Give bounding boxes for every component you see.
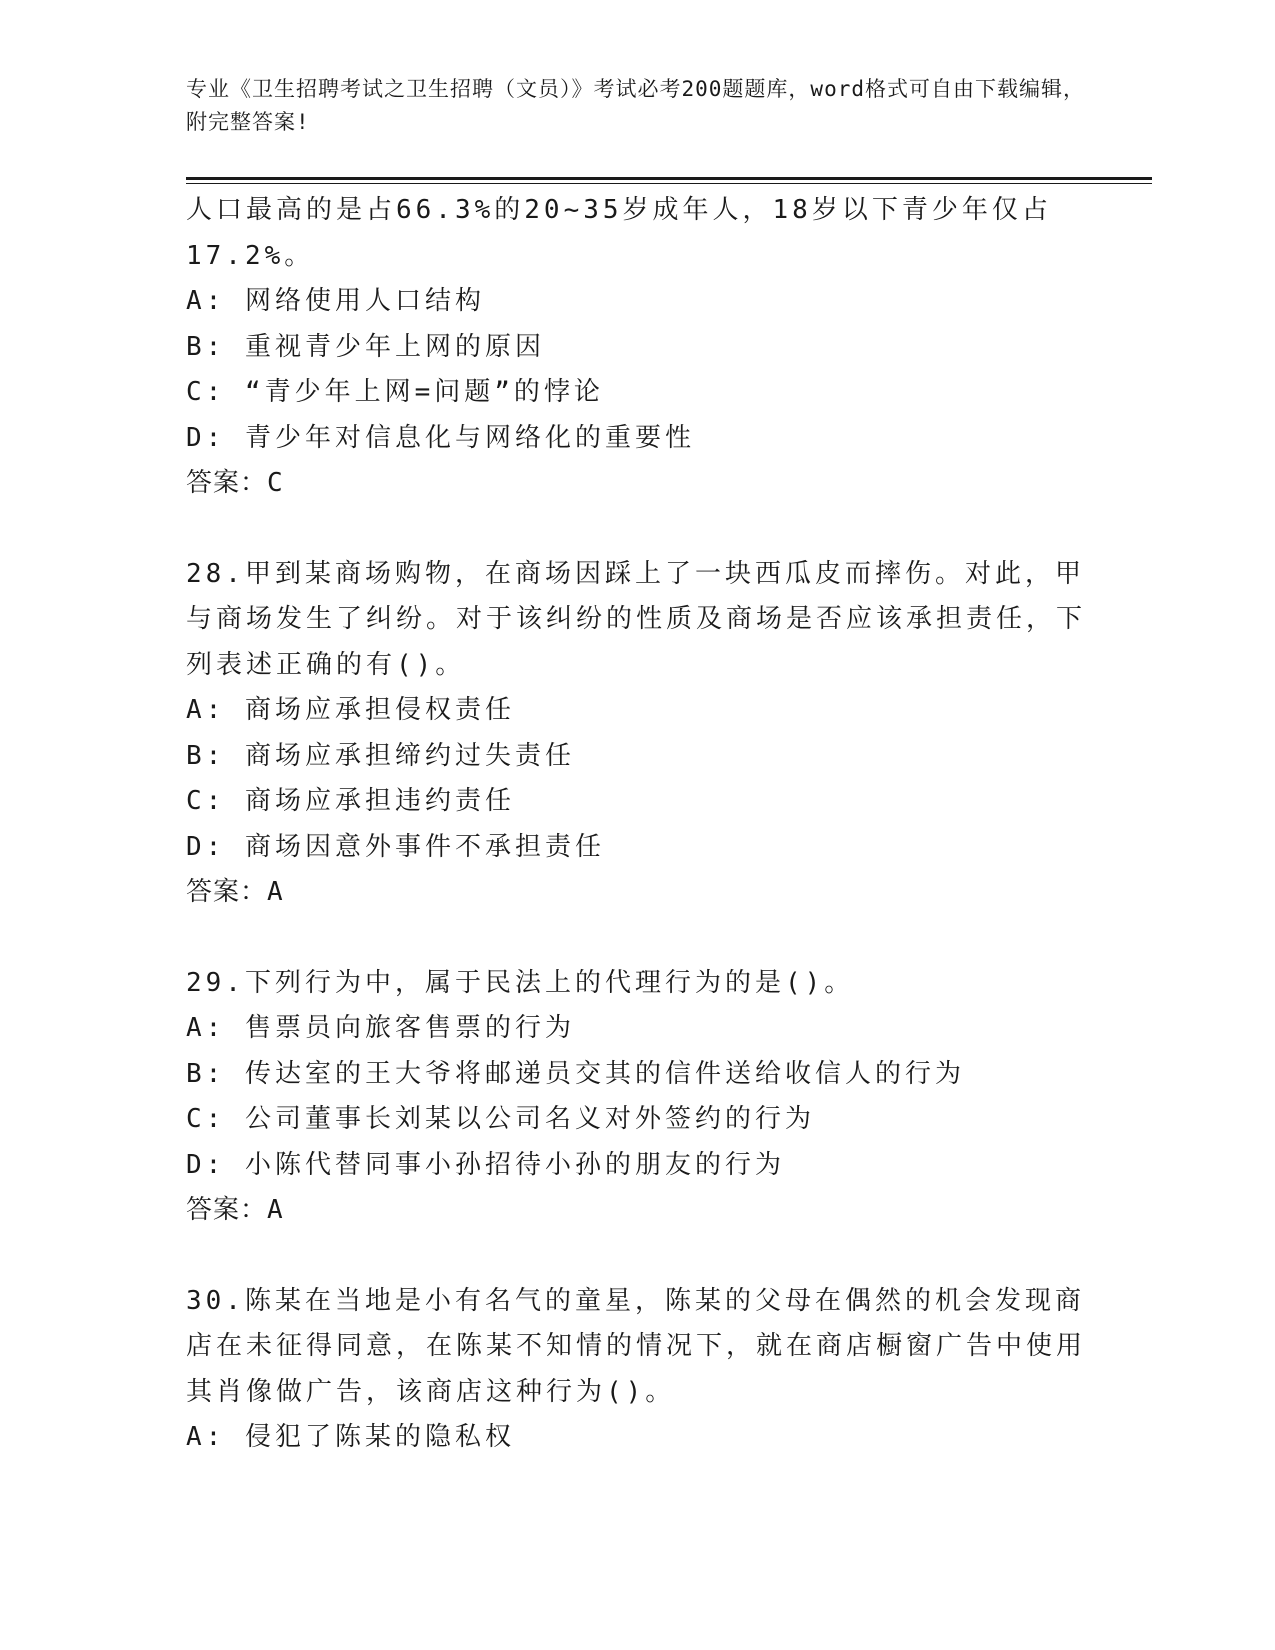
option-d: D: 青少年对信息化与网络化的重要性 [186,422,695,453]
question-29 [186,961,1086,1234]
option-b: B: 传达室的王大爷将邮递员交其的信件送给收信人的行为 [186,1058,965,1089]
question-stem: 30.陈某在当地是小有名气的童星，陈某的父母在偶然的机会发现商店在未征得同意，在陈某不知情的情况下，就在商店橱窗广告中使用其肖像做广告，该商店这种行为()。 [186,1285,1087,1407]
option-a: A: 网络使用人口结构 [186,286,485,316]
question-list [186,188,1086,1461]
header-divider-thin [186,183,1152,184]
question-stem: 人口最高的是占66.3%的20~35岁成年人，18岁以下青少年仅占17.2%。 [186,195,1052,271]
question-28 [186,552,1086,916]
option-b: B: 商场应承担缔约过失责任 [186,740,575,771]
option-a: A: 商场应承担侵权责任 [186,695,515,725]
answer: 答案：A [186,1195,284,1225]
question-stem: 29.下列行为中，属于民法上的代理行为的是()。 [186,967,855,998]
question-30 [186,1279,1086,1461]
question-27 [186,188,1086,507]
answer: 答案：C [186,468,284,498]
answer: 答案：A [186,877,284,907]
option-c: C: 商场应承担违约责任 [186,786,515,816]
option-d: D: 小陈代替同事小孙招待小孙的朋友的行为 [186,1149,785,1180]
question-spacer [186,916,1086,961]
question-stem: 28.甲到某商场购物，在商场因踩上了一块西瓜皮而摔伤。对此，甲与商场发生了纠纷。对于该纠纷的性质及商场是否应该承担责任，下列表述正确的有()。 [186,558,1087,680]
option-c: C: “青少年上网=问题”的悖论 [186,377,604,407]
option-b: B: 重视青少年上网的原因 [186,331,545,362]
option-a: A: 售票员向旅客售票的行为 [186,1013,575,1043]
document-header [186,73,1086,139]
option-d: D: 商场因意外事件不承担责任 [186,831,605,862]
option-c: C: 公司董事长刘某以公司名义对外签约的行为 [186,1104,815,1134]
option-a: A: 侵犯了陈某的隐私权 [186,1422,515,1452]
header-text: 专业《卫生招聘考试之卫生招聘（文员）》考试必考200题题库，word格式可自由下载编辑，附完整答案! [186,77,1085,134]
question-spacer [186,1234,1086,1279]
header-divider-thick [186,177,1152,180]
question-spacer [186,507,1086,552]
